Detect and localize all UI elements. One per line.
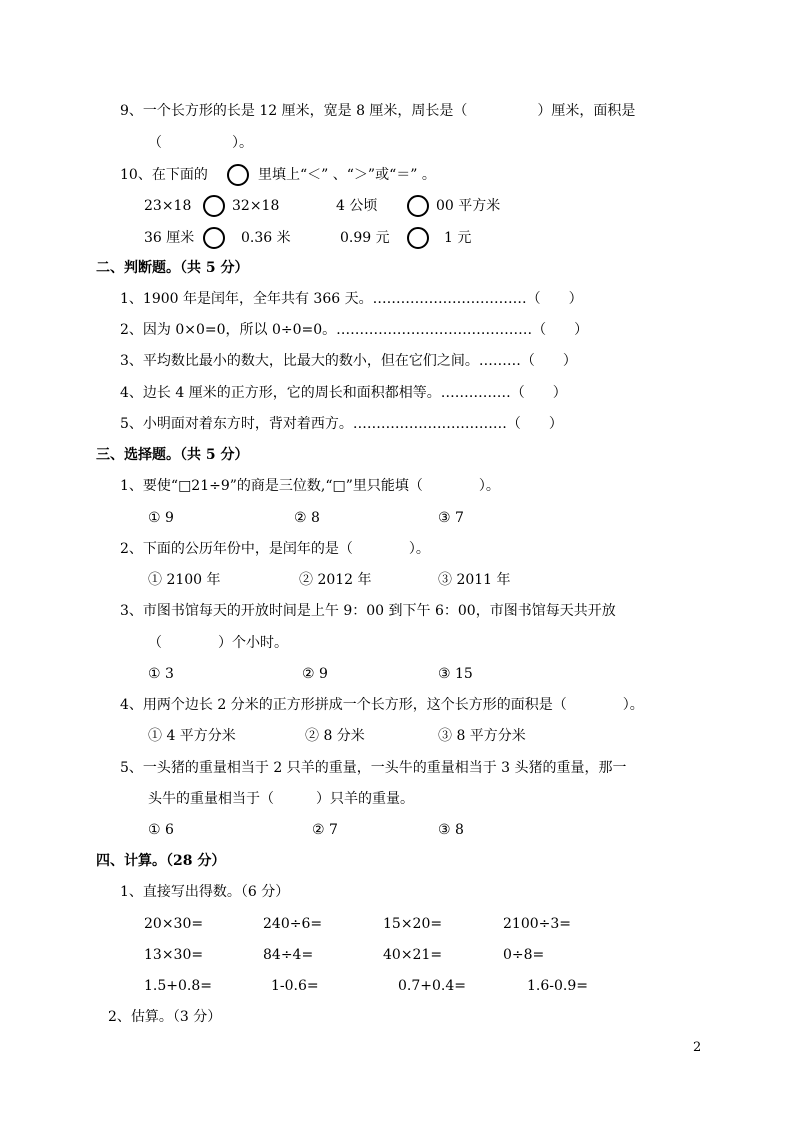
q10-r2b: 0.36 米	[241, 230, 291, 246]
q9-line2: （ ）。	[148, 135, 253, 151]
judge-item: 4、边长 4 厘米的正方形，它的周长和面积都相等。……………（ ）	[120, 385, 567, 401]
option: ③ 15	[438, 666, 473, 682]
option: ① 4 平方分米	[148, 728, 236, 744]
q10-r1c: 4 公顷	[336, 198, 378, 214]
q10-r1d: 00 平方米	[436, 198, 501, 214]
calc-item: 2100÷3=	[503, 916, 571, 932]
calc-item: 1-0.6=	[271, 978, 319, 994]
choice-q4: 4、用两个边长 2 分米的正方形拼成一个长方形，这个长方形的面积是（ ）。	[120, 697, 644, 713]
q10-r1a: 23×18	[144, 198, 192, 214]
section-title: 二、判断题。（共 5 分）	[96, 260, 249, 276]
calc-item: 40×21=	[383, 947, 443, 963]
option: ② 7	[312, 822, 338, 838]
option: ① 6	[148, 822, 174, 838]
calc-item: 240÷6=	[263, 916, 323, 932]
choice-q1: 1、要使“□21÷9”的商是三位数,“□”里只能填（ ）。	[120, 478, 500, 494]
choice-q2: 2、下面的公历年份中，是闰年的是（ ）。	[120, 541, 430, 557]
q9-line1: 9、一个长方形的长是 12 厘米，宽是 8 厘米，周长是（ ）厘米，面积是	[120, 103, 636, 119]
option: ③ 8	[438, 822, 464, 838]
compare-circle[interactable]	[407, 195, 429, 217]
q10-r2c: 0.99 元	[340, 230, 390, 246]
calc-sub2: 2、估算。（3 分）	[108, 1009, 222, 1025]
compare-circle[interactable]	[407, 227, 429, 249]
compare-circle[interactable]	[203, 195, 225, 217]
option: ① 2100 年	[148, 572, 221, 588]
q10-intro-b: 里填上“＜” 、“＞”或“＝” 。	[258, 167, 436, 183]
section-title: 三、选择题。（共 5 分）	[96, 447, 249, 463]
calc-item: 15×20=	[383, 916, 443, 932]
calc-item: 1.5+0.8=	[144, 978, 212, 994]
judge-item: 5、小明面对着东方时，背对着西方。……………………………（ ）	[120, 416, 563, 432]
calc-item: 84÷4=	[263, 947, 314, 963]
calc-item: 0.7+0.4=	[398, 978, 466, 994]
option: ② 8 分米	[305, 728, 365, 744]
q10-intro-a: 10、在下面的	[120, 167, 208, 183]
option: ① 3	[148, 666, 174, 682]
option: ② 9	[302, 666, 328, 682]
judge-item: 2、因为 0×0=0，所以 0÷0=0。……………………………………（ ）	[120, 322, 589, 338]
option: ③ 8 平方分米	[438, 728, 526, 744]
calc-item: 0÷8=	[503, 947, 545, 963]
option: ② 8	[294, 510, 320, 526]
q10-r2a: 36 厘米	[144, 230, 195, 246]
choice-q5-line2: 头牛的重量相当于（ ）只羊的重量。	[148, 791, 414, 807]
judge-item: 1、1900 年是闰年，全年共有 366 天。……………………………（ ）	[120, 291, 583, 307]
q10-r2d: 1 元	[444, 230, 472, 246]
compare-circle[interactable]	[203, 227, 225, 249]
option: ① 9	[148, 510, 174, 526]
option: ② 2012 年	[299, 572, 372, 588]
choice-q5-line1: 5、一头猪的重量相当于 2 只羊的重量，一头牛的重量相当于 3 头猪的重量，那一	[120, 760, 627, 776]
q10-r1b: 32×18	[232, 198, 280, 214]
compare-circle[interactable]	[227, 164, 249, 186]
judge-item: 3、平均数比最小的数大，比最大的数小，但在它们之间。………（ ）	[120, 353, 577, 369]
section-title: 四、计算。（28 分）	[96, 853, 226, 869]
calc-item: 13×30=	[144, 947, 204, 963]
option: ③ 7	[438, 510, 464, 526]
calc-sub1: 1、直接写出得数。（6 分）	[120, 884, 290, 900]
choice-q3-line2: （ ）个小时。	[148, 635, 288, 651]
calc-item: 1.6-0.9=	[527, 978, 588, 994]
page-number: 2	[693, 1040, 702, 1055]
choice-q3-line1: 3、市图书馆每天的开放时间是上午 9：00 到下午 6：00，市图书馆每天共开放	[120, 603, 616, 619]
calc-item: 20×30=	[144, 916, 204, 932]
option: ③ 2011 年	[438, 572, 511, 588]
